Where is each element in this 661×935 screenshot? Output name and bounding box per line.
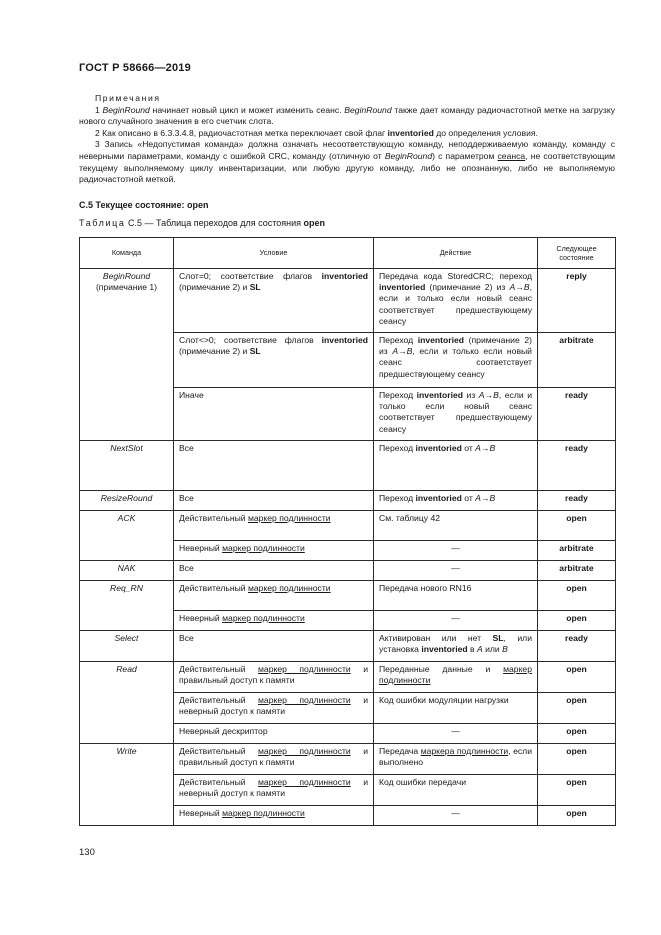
cell-next-state: ready [538,491,616,511]
cell-condition: Слот<>0; соответствие флагов inventoried (примечание 2) и SL [174,333,374,388]
cell-next-state: arbitrate [538,561,616,581]
cell-condition: Все [174,561,374,581]
cell-next-state: ready [538,441,616,491]
cell-next-state: open [538,693,616,724]
cell-next-state: open [538,775,616,806]
cell-condition: Действительный маркер подлинности и неверный доступ к памяти [174,775,374,806]
cell-condition: Слот=0; соответствие флагов inventoried (примечание 2) и SL [174,269,374,333]
cell-condition: Все [174,631,374,662]
notes-list [79,105,615,186]
header-condition: Условие [174,238,374,269]
header-next-state: Следующее состояние [538,238,616,269]
cell-next-state: open [538,744,616,775]
table-row [80,269,616,333]
cell-action: — [374,724,538,744]
cell-command [80,511,174,561]
table-caption-text: С.5 — Таблица переходов для состояния open [125,218,325,228]
cell-action: Код ошибки передачи [374,775,538,806]
cell-action: Активирован или нет SL, или установка inventoried в A или B [374,631,538,662]
cell-action: Переданные данные и маркер подлинности [374,662,538,693]
header-action: Действие [374,238,538,269]
cell-next-state: ready [538,631,616,662]
command-name: ResizeRound [100,493,153,503]
document-header: ГОСТ Р 58666—2019 [79,62,191,74]
cell-action: — [374,561,538,581]
command-name: Select [114,633,139,643]
cell-next-state: ready [538,388,616,441]
cell-condition: Неверный маркер подлинности [174,806,374,826]
table-row [80,744,616,775]
cell-action: — [374,541,538,561]
cell-action: Переход inventoried от A→B [374,441,538,491]
cell-condition: Действительный маркер подлинности [174,511,374,541]
cell-next-state: arbitrate [538,333,616,388]
cell-next-state: open [538,511,616,541]
table-row [80,631,616,662]
cell-condition: Все [174,491,374,511]
cell-next-state: open [538,662,616,693]
page-number: 130 [79,847,95,858]
cell-command [80,269,174,441]
cell-condition: Действительный маркер подлинности [174,581,374,611]
cell-condition: Действительный маркер подлинности и неверный доступ к памяти [174,693,374,724]
cell-action: Переход inventoried (примечание 2) из A→B, если и только если новый сеанс соответствует предшествующему сеансу [374,333,538,388]
cell-command [80,491,174,511]
notes-title: Примечания [95,93,161,103]
command-name: NextSlot [110,443,143,453]
cell-action: Переход inventoried из A→B, если и только если новый сеанс соответствует предшествующему сеансу [374,388,538,441]
header-command: Команда [80,238,174,269]
table-row [80,441,616,491]
command-note: (примечание 1) [95,282,158,293]
cell-condition: Действительный маркер подлинности и правильный доступ к памяти [174,662,374,693]
table-header-row [80,238,616,269]
cell-action: Передача кода StoredCRC; переход inventoried (примечание 2) из A→B, если и только если новый сеанс соответствует предшествующему сеансу [374,269,538,333]
command-name: NAK [117,563,136,573]
cell-command [80,662,174,744]
cell-action: См. таблицу 42 [374,511,538,541]
cell-condition: Неверный маркер подлинности [174,611,374,631]
cell-condition: Неверный дескриптор [174,724,374,744]
cell-action: — [374,806,538,826]
cell-action: Передача маркера подлинности, если выполнено [374,744,538,775]
cell-condition: Действительный маркер подлинности и правильный доступ к памяти [174,744,374,775]
cell-action: Передача нового RN16 [374,581,538,611]
table-row [80,662,616,693]
section-heading: С.5 Текущее состояние: open [79,200,209,210]
note-item: 1 BeginRound начинает новый цикл и может изменить сеанс. BeginRound также дает команду радиочастотной метке на загрузку нового случайного значения в его счетчик слота. [79,104,615,127]
cell-command [80,631,174,662]
cell-command [80,744,174,826]
notes-block [79,93,615,186]
cell-next-state: open [538,806,616,826]
command-name: Req_RN [110,583,143,593]
table-row [80,581,616,611]
table-body [80,269,616,826]
cell-next-state: open [538,724,616,744]
cell-next-state: open [538,581,616,611]
cell-command [80,561,174,581]
command-name: BeginRound [102,271,151,281]
note-item: 2 Как описано в 6.3.3.4.8, радиочастотная метка переключает свой флаг inventoried до определения условия. [95,127,538,138]
cell-action: — [374,611,538,631]
table-caption-prefix: Таблица [79,218,126,228]
cell-command [80,441,174,491]
transition-table [79,237,616,826]
note-item: 3 Запись «Недопустимая команда» должна означать несоответствующую команду, неподдерживаемую команду, команду с неверными параметрами, команду с ошибкой CRC, команду (отличную от BeginRound) с параметром сеанса, не соответствующим текущему выполняемому циклу инвентаризации, или любую другую команду, либо не опознанную, либо не выполняемую радиочастотной меткой. [79,139,616,185]
cell-condition: Неверный маркер подлинности [174,541,374,561]
cell-condition: Иначе [174,388,374,441]
command-name: ACK [117,513,136,523]
cell-next-state: open [538,611,616,631]
command-name: Write [116,746,137,756]
cell-next-state: reply [538,269,616,333]
cell-action: Переход inventoried от A→B [374,491,538,511]
cell-condition: Все [174,441,374,491]
table-caption [79,218,325,228]
cell-command [80,581,174,631]
table-row [80,511,616,541]
cell-action: Код ошибки модуляции нагрузки [374,693,538,724]
cell-next-state: arbitrate [538,541,616,561]
table-row [80,491,616,511]
table-row [80,561,616,581]
command-name: Read [116,664,137,674]
